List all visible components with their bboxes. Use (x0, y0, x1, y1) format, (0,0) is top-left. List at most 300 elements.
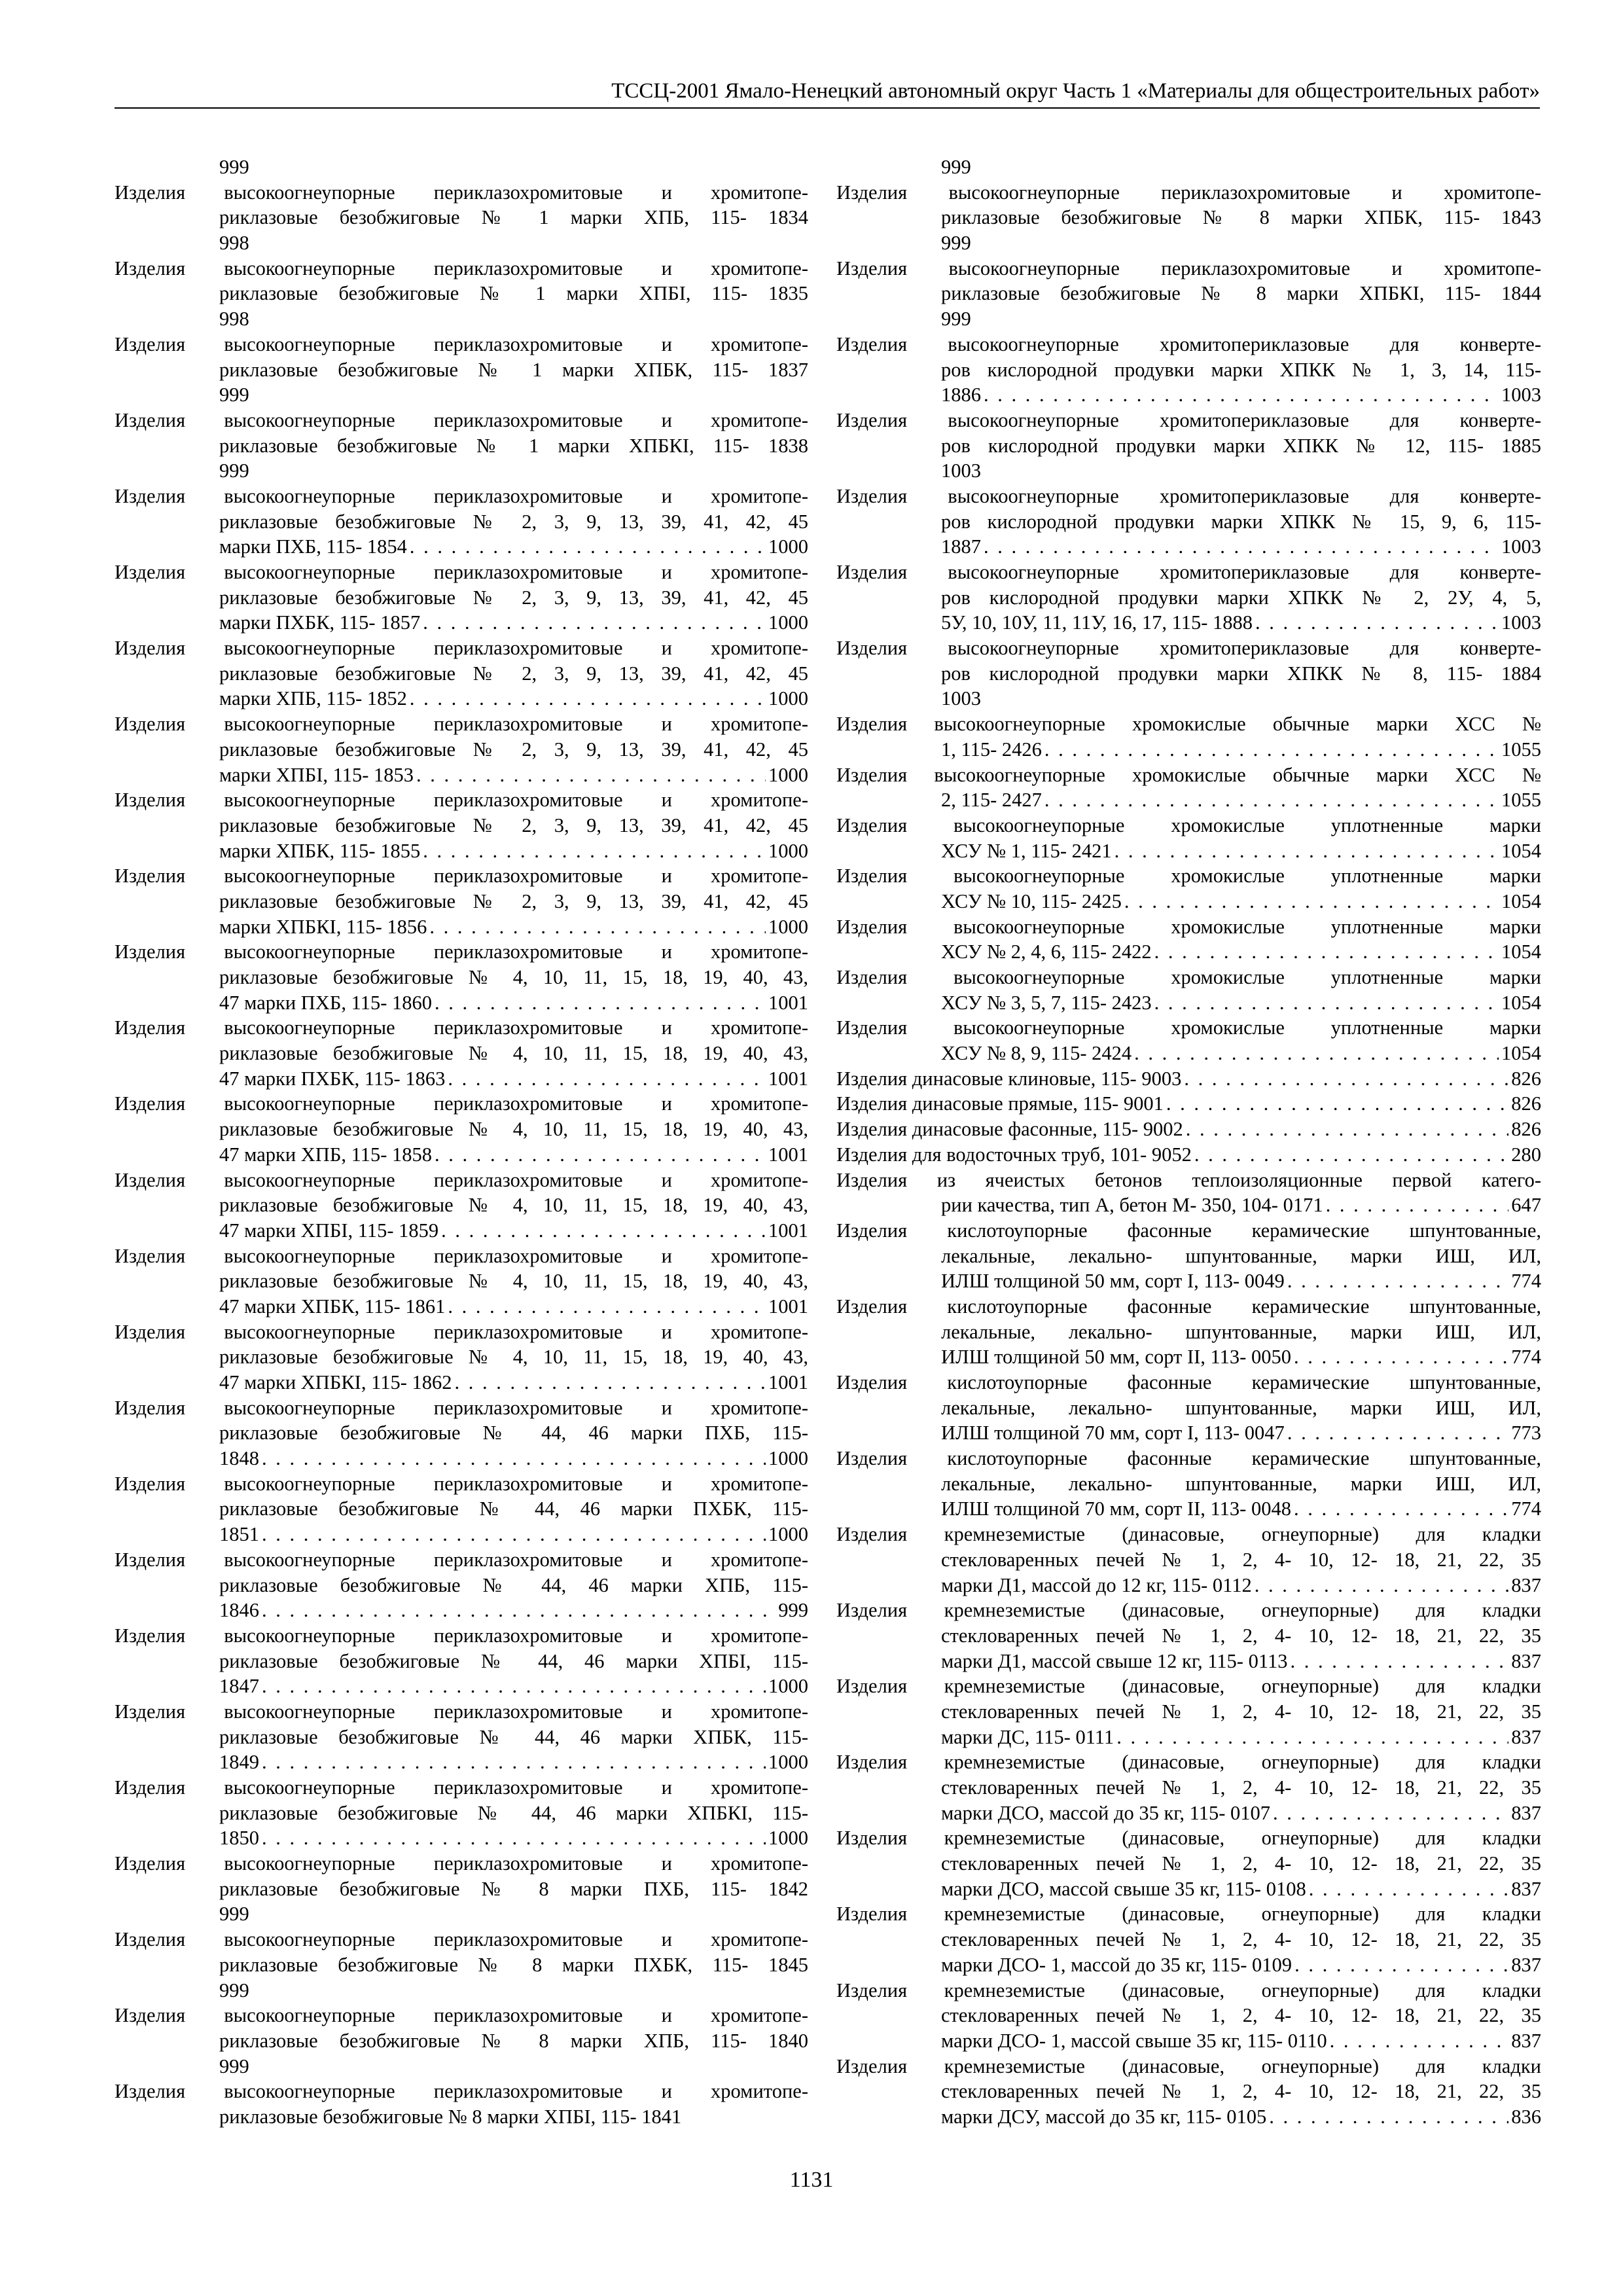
index-entry (115, 1851, 808, 1927)
entry-line: лекальные, лекально- шпунтованные, марки ИШ, ИЛ, (941, 1320, 1541, 1343)
entry-line: Изделия высокоогнеупорные периклазохромитовые и хромитопе- (115, 408, 808, 431)
entry-line: Изделия высокоогнеупорные периклазохромитовые и хромитопе- (115, 941, 808, 963)
entry-leader-line (836, 534, 1541, 560)
entry-line: Изделия высокоогнеупорные хромокислые уплотненные марки (836, 915, 1541, 938)
index-entry (836, 711, 1541, 762)
entry-line: стекловаренных печей № 1, 2, 4- 10, 12- 18, 21, 22, 35 (941, 1624, 1541, 1647)
entry-line: риклазовые безобжиговые № 44, 46 марки ХПБКІ, 115- (219, 1801, 808, 1824)
entry-page-ref: 774 (1511, 1498, 1541, 1520)
entry-line: Изделия высокоогнеупорные периклазохромитовые и хромитопе- (115, 713, 808, 736)
entry-leader-line (115, 1598, 808, 1623)
entry-line: Изделия высокоогнеупорные хромокислые обычные марки ХСС № (836, 763, 1541, 786)
entry-line: Изделия высокоогнеупорные хромокислые обычные марки ХСС № (836, 713, 1541, 736)
entry-text: ХСУ № 3, 5, 7, 115- 2423 (941, 991, 1152, 1014)
entry-page-ref: 1000 (768, 611, 808, 634)
entry-line: риклазовые безобжиговые № 8 марки ПХБ, 115- 1842 (219, 1877, 808, 1900)
entry-line: риклазовые безобжиговые № 4, 10, 11, 15, 18, 19, 40, 43, (219, 966, 808, 988)
entry-line: стекловаренных печей № 1, 2, 4- 10, 12- 18, 21, 22, 35 (941, 1776, 1541, 1799)
index-entry (115, 332, 808, 408)
entry-leader-line (836, 1725, 1541, 1750)
entry-page-ref: 280 (1511, 1143, 1541, 1166)
entry-leader-line (836, 1041, 1541, 1066)
dot-leader (1044, 737, 1499, 762)
entry-line: риклазовые безобжиговые № 8 марки ХПБ, 115- 1840 (219, 2029, 808, 2052)
entry-leader-line (836, 737, 1541, 762)
entry-line: Изделия высокоогнеупорные периклазохромитовые и хромитопе- (115, 332, 808, 355)
entry-leader-line (115, 1522, 808, 1547)
entry-leader-line (115, 534, 808, 560)
dot-leader (262, 1446, 766, 1471)
dot-leader (1186, 1117, 1509, 1142)
entry-page-ref: 826 (1511, 1092, 1541, 1115)
entry-line: 999 (941, 232, 971, 255)
index-entry (115, 2003, 808, 2079)
entry-page-ref: 1054 (1501, 941, 1541, 963)
index-entry (836, 2054, 1541, 2130)
entry-line: Изделия высокоогнеупорные периклазохромитовые и хромитопе- (115, 1016, 808, 1039)
entry-line: риклазовые безобжиговые № 8 марки ХПБКІ, 115- 1844 (941, 282, 1541, 305)
entry-line: Изделия высокоогнеупорные периклазохромитовые и хромитопе- (115, 1624, 808, 1647)
index-entry (115, 1471, 808, 1547)
dot-leader (410, 534, 766, 560)
dot-leader (262, 1598, 776, 1623)
entry-page-ref: 1003 (1501, 535, 1541, 558)
index-entry (115, 1168, 808, 1244)
entry-page-ref: 1001 (768, 1295, 808, 1318)
dot-leader (448, 1294, 766, 1319)
entry-text: марки ХПБКІ, 115- 1856 (219, 915, 427, 938)
entry-line: риклазовые безобжиговые № 8 марки ХПБІ, 115- 1841 (219, 2105, 682, 2128)
entry-page-ref: 773 (1511, 1422, 1541, 1444)
dot-leader (1115, 838, 1499, 864)
entry-leader-line (836, 1142, 1541, 1168)
running-header (115, 71, 1540, 109)
entry-line: риклазовые безобжиговые № 2, 3, 9, 13, 39, 41, 42, 45 (219, 510, 808, 533)
entry-page-ref: 1003 (1501, 384, 1541, 406)
entry-line: Изделия высокоогнеупорные хромитопериклазовые для конверте- (836, 561, 1541, 583)
index-entry (115, 1015, 808, 1091)
index-entry (115, 711, 808, 787)
index-entry (836, 1218, 1541, 1294)
entry-line: 999 (941, 156, 971, 178)
entry-page-ref: 826 (1511, 1118, 1541, 1141)
dot-leader (1290, 1649, 1508, 1674)
dot-leader (984, 534, 1499, 560)
index-entry (115, 180, 808, 256)
entry-leader-line (115, 1294, 808, 1319)
index-entry (836, 1674, 1541, 1749)
entry-text: марки Д1, массой свыше 12 кг, 115- 0113 (941, 1649, 1288, 1672)
entry-line: Изделия высокоогнеупорные хромокислые уплотненные марки (836, 814, 1541, 836)
dot-leader (1154, 990, 1499, 1016)
dot-leader (1116, 1725, 1508, 1750)
entry-page-ref: 826 (1511, 1067, 1541, 1090)
index-entry (115, 863, 808, 939)
entry-line: Изделия кислотоупорные фасонные керамические шпунтованные, (836, 1295, 1541, 1318)
entry-line: риклазовые безобжиговые № 4, 10, 11, 15, 18, 19, 40, 43, (219, 1118, 808, 1141)
entry-leader-line (836, 1420, 1541, 1446)
entry-line: 999 (941, 308, 971, 331)
dot-leader (1255, 1573, 1508, 1598)
index-entry (115, 1091, 808, 1167)
dot-leader (262, 1749, 766, 1775)
index-entry (836, 914, 1541, 965)
entry-leader-line (836, 1193, 1541, 1218)
entry-page-ref: 1001 (768, 991, 808, 1014)
dot-leader (1294, 1344, 1508, 1370)
entry-page-ref: 1000 (768, 1751, 808, 1774)
entry-line: Изделия высокоогнеупорные периклазохромитовые и хромитопе- (115, 1168, 808, 1191)
index-entry (115, 154, 808, 180)
index-entry (115, 1927, 808, 2003)
entry-line: Изделия высокоогнеупорные хромокислые уплотненные марки (836, 966, 1541, 988)
entry-line: Изделия высокоогнеупорные периклазохромитовые и хромитопе- (115, 484, 808, 507)
entry-line: Изделия высокоогнеупорные периклазохромитовые и хромитопе- (115, 561, 808, 583)
entry-leader-line (115, 610, 808, 636)
entry-line: риклазовые безобжиговые № 44, 46 марки ПХБ, 115- (219, 1422, 808, 1444)
index-column-right (836, 154, 1541, 2130)
entry-leader-line (836, 1496, 1541, 1522)
entry-line: Изделия высокоогнеупорные хромокислые уплотненные марки (836, 865, 1541, 888)
entry-line: 999 (219, 459, 249, 482)
index-entry (836, 408, 1541, 484)
entry-text: 47 марки ХПБ, 115- 1858 (219, 1143, 432, 1166)
entry-leader-line (115, 1066, 808, 1092)
entry-leader-line (836, 1066, 1541, 1092)
entry-line: Изделия кремнеземистые (динасовые, огнеупорные) для кладки (836, 1827, 1541, 1850)
entry-line: Изделия высокоогнеупорные периклазохромитовые и хромитопе- (836, 257, 1541, 279)
entry-page-ref: 1000 (768, 839, 808, 862)
entry-page-ref: 1003 (1501, 611, 1541, 634)
index-entry (836, 484, 1541, 560)
entry-line: Изделия высокоогнеупорные периклазохромитовые и хромитопе- (115, 257, 808, 279)
entry-line: Изделия высокоогнеупорные периклазохромитовые и хромитопе- (115, 1092, 808, 1115)
entry-line: 998 (219, 232, 249, 255)
index-entry (836, 1142, 1541, 1168)
entry-page-ref: 1000 (768, 535, 808, 558)
entry-page-ref: 837 (1511, 1725, 1541, 1748)
entry-page-ref: 774 (1511, 1270, 1541, 1293)
entry-text: 1847 (219, 1675, 259, 1698)
entry-line: Изделия высокоогнеупорные периклазохромитовые и хромитопе- (115, 2080, 808, 2103)
header-title: ТССЦ-2001 Ямало-Ненецкий автономный округ Часть 1 «Материалы для общестроительных работ» (611, 79, 1540, 103)
index-entry (115, 939, 808, 1015)
entry-line: риклазовые безобжиговые № 4, 10, 11, 15, 18, 19, 40, 43, (219, 1042, 808, 1065)
index-entry (836, 1749, 1541, 1825)
entry-page-ref: 837 (1511, 1649, 1541, 1672)
entry-line: Изделия кремнеземистые (динасовые, огнеупорные) для кладки (836, 2054, 1541, 2077)
entry-line: Изделия высокоогнеупорные периклазохромитовые и хромитопе- (115, 1548, 808, 1571)
entry-text: 1886 (941, 384, 981, 406)
entry-leader-line (836, 1649, 1541, 1674)
entry-page-ref: 1054 (1501, 839, 1541, 862)
dot-leader (1294, 1952, 1508, 1978)
entry-line: риклазовые безобжиговые № 1 марки ХПБКІ, 115- 1838 (219, 434, 808, 457)
dot-leader (1166, 1091, 1508, 1117)
entry-text: 2, 115- 2427 (941, 789, 1042, 812)
entry-line: риклазовые безобжиговые № 1 марки ХПБ, 115- 1834 (219, 206, 808, 229)
entry-leader-line (836, 610, 1541, 636)
entry-line: ров кислородной продувки марки ХПКК № 1, 3, 14, 115- (941, 358, 1541, 381)
entry-text: 5У, 10, 10У, 11, 11У, 16, 17, 115- 1888 (941, 611, 1253, 634)
index-entry (836, 1370, 1541, 1446)
index-entry (836, 180, 1541, 256)
index-entry (836, 965, 1541, 1015)
entry-leader-line (836, 1117, 1541, 1142)
dot-leader (435, 1142, 766, 1168)
page-number: 1131 (789, 2168, 834, 2192)
index-entry (836, 1015, 1541, 1066)
entry-text: марки ХПБІ, 115- 1853 (219, 763, 414, 786)
index-entry (115, 1319, 808, 1395)
index-entry (115, 1244, 808, 1319)
entry-page-ref: 1001 (768, 1371, 808, 1393)
entry-page-ref: 1000 (768, 1675, 808, 1698)
index-entry (836, 762, 1541, 813)
entry-line: стекловаренных печей № 1, 2, 4- 10, 12- 18, 21, 22, 35 (941, 1852, 1541, 1875)
entry-text: ИЛШ толщиной 70 мм, сорт II, 113- 0048 (941, 1498, 1291, 1520)
entry-line: Изделия высокоогнеупорные периклазохромитовые и хромитопе- (115, 1776, 808, 1799)
dot-leader (1255, 610, 1499, 636)
entry-line: Изделия высокоогнеупорные периклазохромитовые и хромитопе- (115, 1396, 808, 1419)
entry-page-ref: 774 (1511, 1346, 1541, 1369)
entry-line: Изделия кислотоупорные фасонные керамические шпунтованные, (836, 1219, 1541, 1242)
index-entry (115, 1395, 808, 1471)
dot-leader (1309, 1876, 1509, 1902)
entry-leader-line (836, 939, 1541, 965)
entry-leader-line (115, 1825, 808, 1851)
entry-line: стекловаренных печей № 1, 2, 4- 10, 12- 18, 21, 22, 35 (941, 1928, 1541, 1951)
entry-page-ref: 999 (778, 1599, 808, 1622)
entry-line: Изделия кремнеземистые (динасовые, огнеупорные) для кладки (836, 1903, 1541, 1926)
index-column-left (115, 154, 808, 2130)
dot-leader (1287, 1268, 1508, 1294)
entry-page-ref: 837 (1511, 2029, 1541, 2052)
index-entry (115, 1547, 808, 1623)
index-entry (836, 1522, 1541, 1598)
dot-leader (1134, 1041, 1499, 1066)
entry-line: ров кислородной продувки марки ХПКК № 12, 115- 1885 (941, 434, 1541, 457)
entry-leader-line (115, 762, 808, 788)
entry-line: 1003 (941, 687, 981, 710)
index-entry (836, 1901, 1541, 1977)
dot-leader (423, 610, 766, 636)
entry-page-ref: 1001 (768, 1219, 808, 1242)
entry-line: риклазовые безобжиговые № 8 марки ПХБК, 115- 1845 (219, 1953, 808, 1976)
entry-text: ИЛШ толщиной 70 мм, сорт I, 113- 0047 (941, 1422, 1285, 1444)
index-entry (115, 636, 808, 711)
entry-page-ref: 1054 (1501, 889, 1541, 912)
entry-page-ref: 1000 (768, 1523, 808, 1546)
entry-page-ref: 837 (1511, 1877, 1541, 1900)
entry-line: 999 (219, 2054, 249, 2077)
index-entry (836, 560, 1541, 636)
dot-leader (448, 1066, 766, 1092)
entry-leader-line (836, 787, 1541, 813)
index-entry (115, 2079, 808, 2129)
entry-text: 47 марки ХПБКІ, 115- 1862 (219, 1371, 452, 1393)
entry-line: риклазовые безобжиговые № 8 марки ХПБК, 115- 1843 (941, 206, 1541, 229)
entry-line: риклазовые безобжиговые № 44, 46 марки ХПБІ, 115- (219, 1649, 808, 1672)
entry-text: ХСУ № 2, 4, 6, 115- 2422 (941, 941, 1152, 963)
entry-leader-line (115, 1674, 808, 1699)
entry-page-ref: 647 (1511, 1194, 1541, 1217)
dot-leader (429, 914, 766, 940)
entry-line: Изделия высокоогнеупорные периклазохромитовые и хромитопе- (115, 789, 808, 812)
entry-line: Изделия высокоогнеупорные периклазохромитовые и хромитопе- (115, 637, 808, 660)
entry-text: 1848 (219, 1447, 259, 1470)
entry-text: марки ПХБ, 115- 1854 (219, 535, 407, 558)
entry-text: марки ДСО- 1, массой до 35 кг, 115- 0109 (941, 1953, 1293, 1976)
entry-text: Изделия динасовые фасонные, 115- 9002 (836, 1118, 1183, 1141)
entry-line: Изделия высокоогнеупорные хромокислые уплотненные марки (836, 1016, 1541, 1039)
entry-leader-line (115, 838, 808, 864)
entry-line: Изделия высокоогнеупорные периклазохромитовые и хромитопе- (115, 1472, 808, 1495)
entry-text: ХСУ № 10, 115- 2425 (941, 889, 1122, 912)
entry-line: риклазовые безобжиговые № 2, 3, 9, 13, 39, 41, 42, 45 (219, 586, 808, 609)
entry-line: Изделия высокоогнеупорные периклазохромитовые и хромитопе- (115, 1700, 808, 1723)
entry-text: 1846 (219, 1599, 259, 1622)
dot-leader (984, 382, 1499, 408)
entry-text: Изделия динасовые прямые, 115- 9001 (836, 1092, 1164, 1115)
dot-leader (1194, 1142, 1508, 1168)
entry-line: 998 (219, 308, 249, 331)
dot-leader (1154, 939, 1499, 965)
dot-leader (1269, 2104, 1508, 2130)
entry-leader-line (115, 1142, 808, 1168)
entry-line: 999 (219, 156, 249, 178)
entry-line: Изделия высокоогнеупорные периклазохромитовые и хромитопе- (115, 1852, 808, 1875)
entry-leader-line (115, 1370, 808, 1395)
entry-leader-line (836, 990, 1541, 1016)
entry-leader-line (836, 1091, 1541, 1117)
entry-page-ref: 837 (1511, 1953, 1541, 1976)
entry-line: стекловаренных печей № 1, 2, 4- 10, 12- 18, 21, 22, 35 (941, 2080, 1541, 2103)
index-entry (836, 332, 1541, 408)
dot-leader (1044, 787, 1499, 813)
entry-leader-line (836, 1573, 1541, 1598)
entry-line: ров кислородной продувки марки ХПКК № 15, 9, 6, 115- (941, 510, 1541, 533)
entry-page-ref: 837 (1511, 1573, 1541, 1596)
entry-line: Изделия высокоогнеупорные хромитопериклазовые для конверте- (836, 484, 1541, 507)
index-entry (115, 787, 808, 863)
entry-line: лекальные, лекально- шпунтованные, марки ИШ, ИЛ, (941, 1472, 1541, 1495)
entry-line: Изделия высокоогнеупорные хромитопериклазовые для конверте- (836, 637, 1541, 660)
entry-page-ref: 1001 (768, 1143, 808, 1166)
entry-page-ref: 1000 (768, 1447, 808, 1470)
dot-leader (262, 1825, 766, 1851)
index-entry (836, 863, 1541, 914)
entry-leader-line (836, 1801, 1541, 1826)
dot-leader (1330, 2028, 1509, 2054)
index-entry (836, 1168, 1541, 1218)
index-entry (836, 1978, 1541, 2054)
entry-page-ref: 837 (1511, 1801, 1541, 1824)
entry-line: Изделия кремнеземистые (динасовые, огнеупорные) для кладки (836, 1979, 1541, 2001)
dot-leader (1124, 889, 1499, 914)
entry-line: риклазовые безобжиговые № 2, 3, 9, 13, 39, 41, 42, 45 (219, 662, 808, 685)
index-entry (115, 484, 808, 560)
entry-leader-line (115, 686, 808, 711)
entry-leader-line (836, 382, 1541, 408)
entry-text: рии качества, тип А, бетон М- 350, 104- 0171 (941, 1194, 1323, 1217)
entry-leader-line (115, 1749, 808, 1775)
entry-leader-line (836, 2104, 1541, 2130)
entry-line: Изделия высокоогнеупорные хромитопериклазовые для конверте- (836, 332, 1541, 355)
entry-line: риклазовые безобжиговые № 44, 46 марки ХПБ, 115- (219, 1573, 808, 1596)
entry-page-ref: 836 (1511, 2105, 1541, 2128)
index-entry (836, 1294, 1541, 1370)
dot-leader (441, 1218, 766, 1244)
entry-line: риклазовые безобжиговые № 1 марки ХПБІ, 115- 1835 (219, 282, 808, 305)
entry-line: риклазовые безобжиговые № 44, 46 марки ПХБК, 115- (219, 1498, 808, 1520)
dot-leader (416, 762, 766, 788)
entry-text: марки ДС, 115- 0111 (941, 1725, 1115, 1748)
entry-line: Изделия высокоогнеупорные периклазохромитовые и хромитопе- (836, 181, 1541, 204)
entry-leader-line (836, 1344, 1541, 1370)
entry-text: 1887 (941, 535, 981, 558)
entry-line: 1003 (941, 459, 981, 482)
index-entry (836, 1091, 1541, 1117)
entry-text: марки ХПБК, 115- 1855 (219, 839, 421, 862)
index-entry (115, 1623, 808, 1699)
entry-line: Изделия высокоогнеупорные периклазохромитовые и хромитопе- (115, 865, 808, 888)
entry-page-ref: 1001 (768, 1067, 808, 1090)
entry-text: ИЛШ толщиной 50 мм, сорт II, 113- 0050 (941, 1346, 1291, 1369)
index-entry (115, 256, 808, 332)
entry-text: марки ДСУ, массой до 35 кг, 115- 0105 (941, 2105, 1267, 2128)
entry-page-ref: 1054 (1501, 991, 1541, 1014)
entry-line: Изделия высокоогнеупорные периклазохромитовые и хромитопе- (115, 1244, 808, 1267)
entry-line: Изделия высокоогнеупорные периклазохромитовые и хромитопе- (115, 181, 808, 204)
entry-text: ХСУ № 8, 9, 115- 2424 (941, 1042, 1132, 1065)
dot-leader (1326, 1193, 1509, 1218)
entry-text: марки ПХБК, 115- 1857 (219, 611, 421, 634)
entry-line: 999 (219, 1903, 249, 1926)
entry-line: риклазовые безобжиговые № 2, 3, 9, 13, 39, 41, 42, 45 (219, 889, 808, 912)
entry-leader-line (115, 914, 808, 940)
entry-line: Изделия кислотоупорные фасонные керамические шпунтованные, (836, 1371, 1541, 1393)
entry-line: стекловаренных печей № 1, 2, 4- 10, 12- 18, 21, 22, 35 (941, 1548, 1541, 1571)
dot-leader (262, 1674, 766, 1699)
entry-line: риклазовые безобжиговые № 4, 10, 11, 15, 18, 19, 40, 43, (219, 1346, 808, 1369)
entry-line: стекловаренных печей № 1, 2, 4- 10, 12- 18, 21, 22, 35 (941, 2004, 1541, 2027)
entry-line: Изделия кремнеземистые (динасовые, огнеупорные) для кладки (836, 1599, 1541, 1622)
index-entry (836, 256, 1541, 332)
entry-text: 47 марки ПХБ, 115- 1860 (219, 991, 432, 1014)
dot-leader (1287, 1420, 1508, 1446)
index-entry (836, 1598, 1541, 1674)
entry-leader-line (836, 838, 1541, 864)
entry-line: Изделия кремнеземистые (динасовые, огнеупорные) для кладки (836, 1751, 1541, 1774)
index-entry (115, 1699, 808, 1775)
entry-text: 1849 (219, 1751, 259, 1774)
entry-text: 47 марки ХПБК, 115- 1861 (219, 1295, 446, 1318)
entry-line: стекловаренных печей № 1, 2, 4- 10, 12- 18, 21, 22, 35 (941, 1700, 1541, 1723)
entry-page-ref: 1000 (768, 915, 808, 938)
dot-leader (1184, 1066, 1508, 1092)
index-entry (115, 408, 808, 484)
entry-page-ref: 1000 (768, 763, 808, 786)
index-entry (836, 1117, 1541, 1142)
index-entry (836, 1066, 1541, 1092)
entry-text: марки Д1, массой до 12 кг, 115- 0112 (941, 1573, 1252, 1596)
entry-page-ref: 1054 (1501, 1042, 1541, 1065)
index-entry (836, 813, 1541, 863)
entry-line: 999 (219, 1979, 249, 2001)
entry-text: 1, 115- 2426 (941, 738, 1042, 761)
entry-leader-line (115, 1446, 808, 1471)
